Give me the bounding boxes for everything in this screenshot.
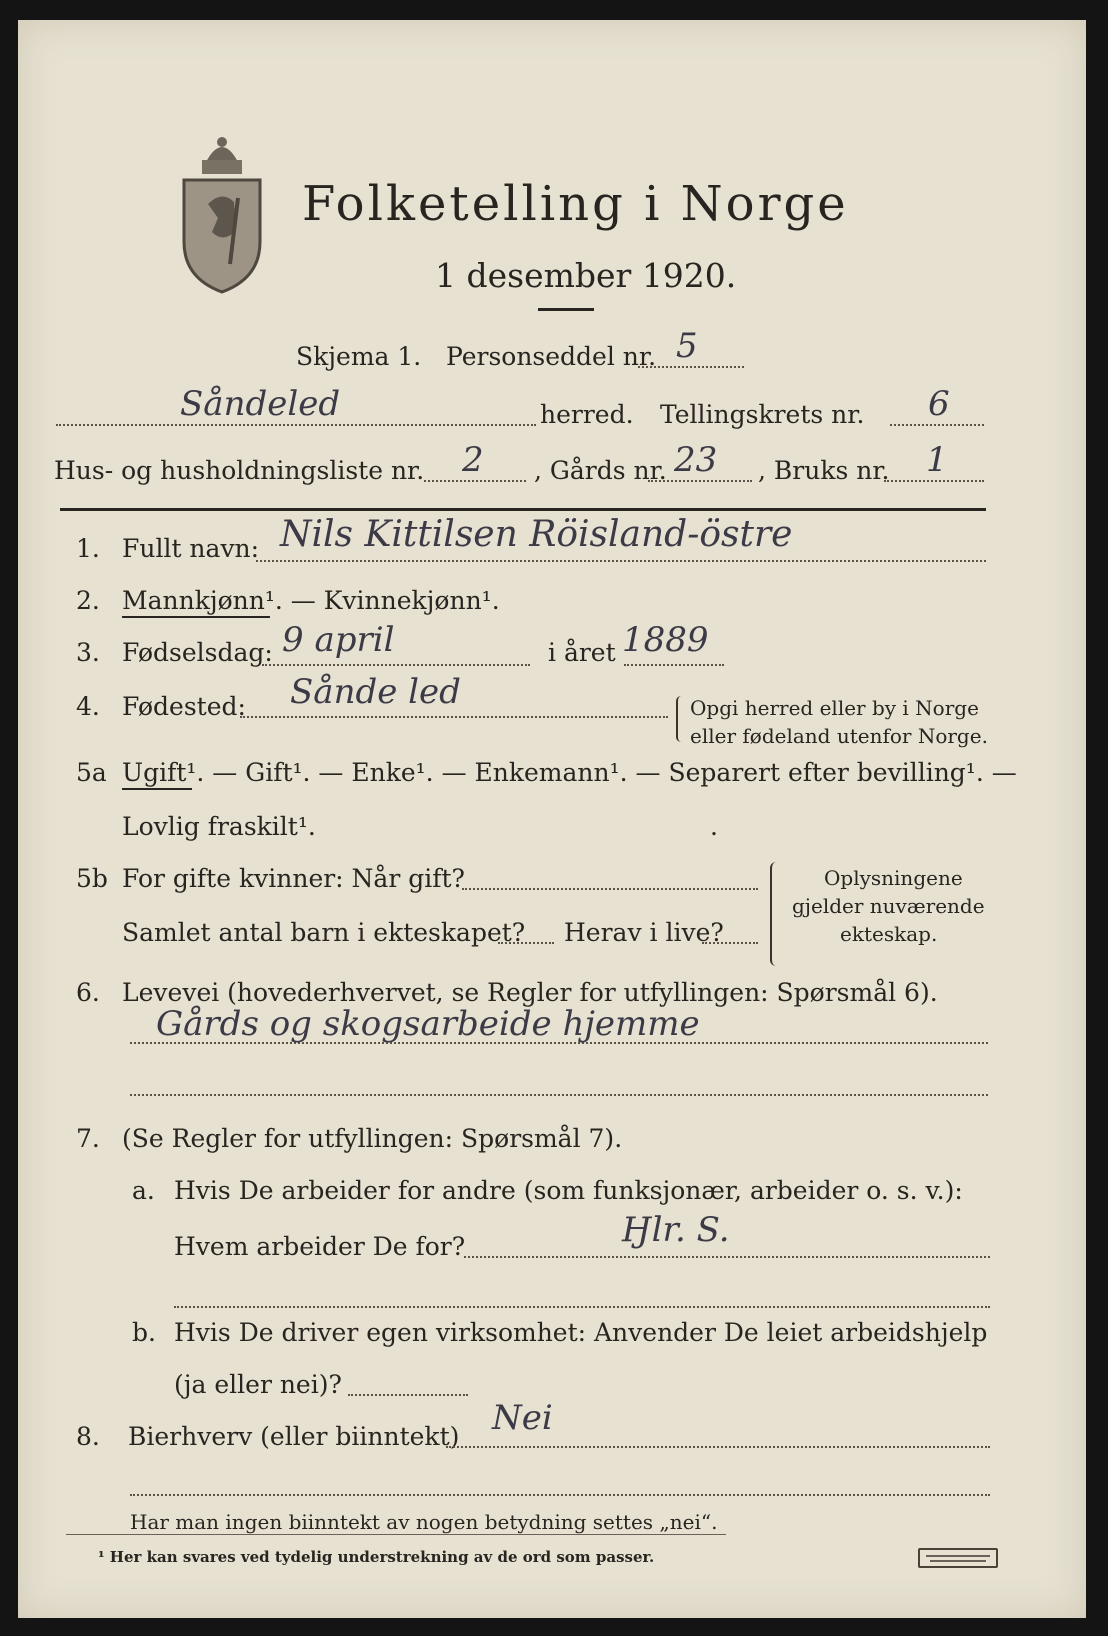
q4-note-line1: Opgi herred eller by i Norge — [690, 696, 979, 720]
q1-label: Fullt navn: — [122, 534, 260, 563]
q7-number: 7. — [76, 1124, 100, 1153]
q7a-line1 — [464, 1256, 990, 1258]
q7b-label: Hvis De driver egen virksomhet: Anvender De leiet arbeidshjelp — [174, 1318, 988, 1347]
q3-year-line — [624, 664, 724, 666]
tellingskrets-label: Tellingskrets nr. — [660, 400, 865, 429]
q7a-employer-label: Hvem arbeider De for? — [174, 1232, 466, 1261]
q7b-letter: b. — [132, 1318, 156, 1347]
census-form — [18, 20, 1086, 1618]
q4-note-line2: eller fødeland utenfor Norge. — [690, 724, 988, 748]
q1-line — [256, 560, 986, 562]
coat-of-arms-icon — [178, 132, 266, 294]
herred-value: Såndeled — [180, 384, 341, 424]
bruks-value: 1 — [926, 440, 948, 480]
q1-number: 1. — [76, 534, 100, 563]
husholdningsliste-value: 2 — [462, 440, 484, 480]
gards-value: 23 — [674, 440, 718, 480]
footnote: ¹ Her kan svares ved tydelig understrekning av de ord som passer. — [98, 1548, 655, 1566]
q1-value: Nils Kittilsen Röisland-östre — [280, 514, 793, 555]
q2-label: Mannkjønn¹. — Kvinnekjønn¹. — [122, 586, 500, 615]
q4-brace — [676, 696, 686, 742]
q5a-underline — [122, 788, 192, 790]
q7b-sub-label: (ja eller nei)? — [174, 1370, 342, 1399]
q3-day-line — [262, 664, 530, 666]
herred-label: herred. — [540, 400, 634, 429]
q5a-number: 5a — [76, 758, 107, 787]
bruks-label: , Bruks nr. — [758, 456, 890, 485]
q4-label: Fødested: — [122, 692, 246, 721]
q7a-label: Hvis De arbeider for andre (som funksjonær, arbeider o. s. v.): — [174, 1176, 963, 1205]
q8-label: Bierhverv (eller biinntekt) — [128, 1422, 460, 1451]
husholdningsliste-label: Hus- og husholdningsliste nr. — [54, 456, 425, 485]
personseddel-line — [638, 366, 744, 368]
q8-value: Nei — [492, 1398, 553, 1438]
q8-line2 — [130, 1494, 990, 1496]
q3-label: Fødselsdag: — [122, 638, 273, 667]
herred-line — [56, 424, 536, 426]
q5b-line3 — [702, 942, 758, 944]
q5b-note-line2: gjelder nuværende — [792, 894, 985, 918]
tellingskrets-value: 6 — [928, 384, 950, 424]
q4-number: 4. — [76, 692, 100, 721]
personseddel-label: Personseddel nr. — [446, 342, 657, 371]
q5a-options-cont: Lovlig fraskilt¹. — [122, 812, 316, 841]
q3-year-value: 1889 — [622, 620, 709, 660]
husholdningsliste-line — [424, 480, 526, 482]
q7b-line — [348, 1394, 468, 1396]
q5a-mark: . — [710, 812, 718, 841]
q6-value: Gårds og skogsarbeide hjemme — [156, 1004, 700, 1044]
q7-label: (Se Regler for utfyllingen: Spørsmål 7). — [122, 1124, 623, 1153]
title-divider — [538, 308, 594, 311]
q3-number: 3. — [76, 638, 100, 667]
q5b-brace — [770, 862, 782, 966]
q5b-line1 — [462, 888, 758, 890]
q6-number: 6. — [76, 978, 100, 1007]
nil-income-note: Har man ingen biinntekt av nogen betydning settes „nei“. — [130, 1510, 718, 1534]
q4-line — [240, 716, 668, 718]
gards-line — [648, 480, 752, 482]
q5b-note-line1: Oplysningene — [824, 866, 963, 890]
header-divider — [60, 508, 986, 511]
q8-number: 8. — [76, 1422, 100, 1451]
q7a-letter: a. — [132, 1176, 155, 1205]
footnote-divider — [66, 1534, 726, 1535]
page-title: Folketelling i Norge — [302, 176, 849, 232]
q3-year-label: i året — [548, 638, 616, 667]
q5b-number: 5b — [76, 864, 108, 893]
q5b-label: For gifte kvinner: Når gift? — [122, 864, 465, 893]
q6-label: Levevei (hovederhvervet, se Regler for utfyllingen: Spørsmål 6). — [122, 978, 938, 1007]
gards-label: , Gårds nr. — [534, 456, 667, 485]
tellingskrets-line — [890, 424, 984, 426]
bruks-line — [884, 480, 984, 482]
q3-day-value: 9 april — [282, 620, 395, 660]
q7a-line2 — [174, 1306, 990, 1308]
printer-mark — [918, 1548, 998, 1568]
q8-line1 — [446, 1446, 990, 1448]
q5b-alive-label: Herav i live? — [564, 918, 724, 947]
q5b-note-line3: ekteskap. — [840, 922, 938, 946]
q2-underline — [122, 616, 270, 618]
q4-value: Sånde led — [290, 672, 461, 712]
q5b-line2 — [498, 942, 554, 944]
page-subtitle: 1 desember 1920. — [435, 256, 737, 295]
q5b-children-label: Samlet antal barn i ekteskapet? — [122, 918, 526, 947]
q7a-value: Ӈlr. S. — [622, 1210, 730, 1250]
q5a-options: Ugift¹. — Gift¹. — Enke¹. — Enkemann¹. — Separert efter bevilling¹. — — [122, 758, 1017, 787]
personseddel-value: 5 — [676, 326, 698, 366]
q2-number: 2. — [76, 586, 100, 615]
q6-line2 — [130, 1094, 988, 1096]
schema-label: Skjema 1. — [296, 342, 422, 371]
